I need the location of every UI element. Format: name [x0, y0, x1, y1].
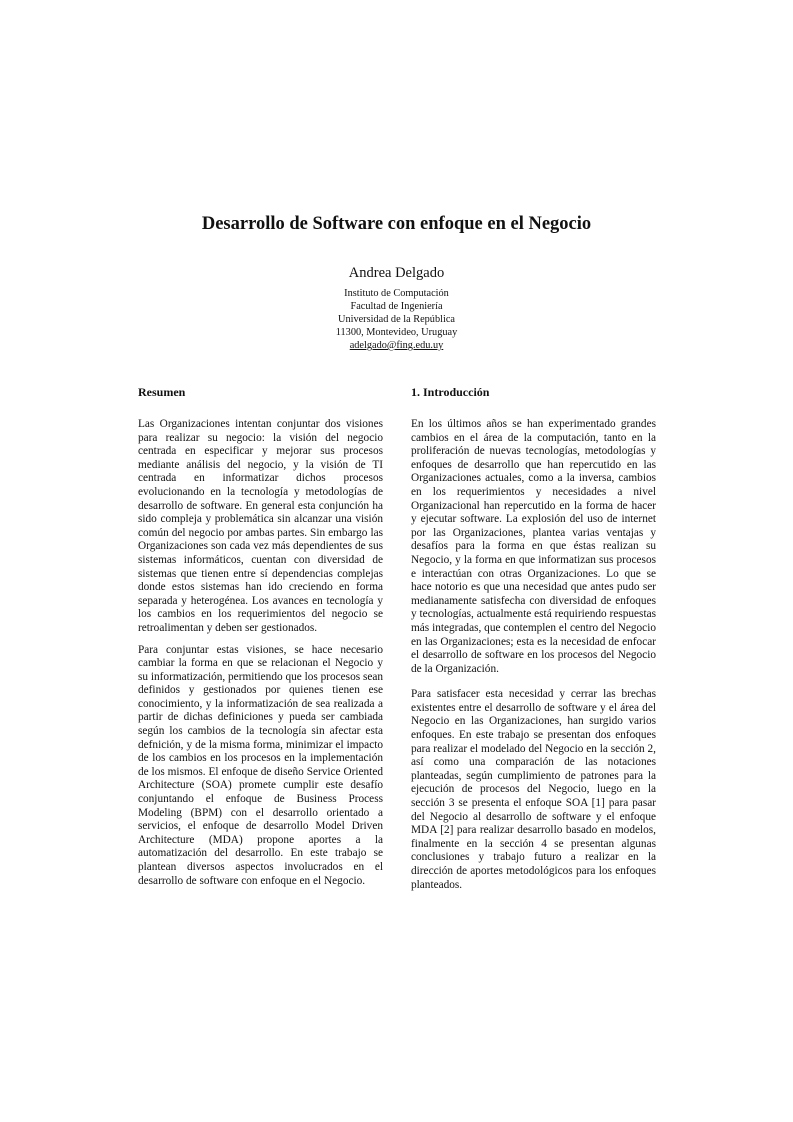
abstract-paragraph: Para conjuntar estas visiones, se hace necesario cambiar la forma en que se relacionan el Negocio y su informatización, permitiendo que los procesos sean definidos y gestionados por quienes tienen ese conocimiento, y la informatización de sea realizada a partir de dichas definiciones y pueda ser cambiada según los cambios de la tecnología sin afectar esta defnición, y de la misma forma, minimizar el impacto de los cambios en los procesos en la implementación de los mismos. El enfoque de diseño Service Oriented Architecture (SOA) promete cumplir este desafío conjuntando el enfoque de Business Process Modeling (BPM) con el desarrollo orientado a servicios, el enfoque de desarrollo Model Driven Architecture (MDA) propone aportes a la automatización del desarrollo. En este trabajo se plantean diversos aspectos involucrados en el desarrollo de software con enfoque en el Negocio.: [138, 643, 384, 887]
introduction-paragraph: En los últimos años se han experimentado grandes cambios en el área de la computación, tanto en la proliferación de nuevas tecnologías, metodologías y enfoques de desarrollo que han repercutido en las Organizaciones actuales, como a la inversa, cambios en los requerimientos y necesidades a nivel Organizacional han repercutido en la forma de hacer y ejecutar software. La explosión del uso de internet por las Organizaciones, plantea varias ventajas y desafíos para la forma en que éstas realizan su Negocio, y la forma en que informatizan sus procesos e interactúan con otras Organizaciones. Lo que se hace notorio es que una necesidad que antes pudo ser medianamente satisfecha con diversidad de enfoques y tecnologías, actualmente está requiriendo respuestas más integradas, que contemplen el centro del Negocio en las Organizaciones; esta es la necesidad de enfocar el desarrollo de software en los procesos del Negocio de la Organización.: [411, 418, 656, 675]
abstract-paragraph: Las Organizaciones intentan conjuntar dos visiones para realizar su negocio: la visión del negocio centrada en especificar y mejorar sus procesos mediante análisis del negocio, y la visión de TI centrada en informatizar dichos procesos evolucionando en la tecnología y metodologías de desarrollo de software. En general esta conjunción ha sido compleja y problemática sin alcanzar una visión común del negocio por ambas partes. Sin embargo las Organizaciones son cada vez más dependientes de sus sistemas informáticos, cuentan con diversidad de sistemas que tienen entre sí dependencias complejas donde estos sistemas han ido creciendo en forma separada y heterogénea. Los avances en tecnología y los cambios en los requerimientos del negocio se retroalimentan y deben ser gestionados.: [138, 418, 383, 634]
author-affiliation: [0, 287, 793, 352]
author-email-link[interactable]: adelgado@fing.edu.uy: [349, 340, 444, 351]
introduction-heading: 1. Introducción: [411, 385, 490, 399]
author-name: Andrea Delgado: [348, 265, 445, 281]
abstract-column: [138, 384, 383, 896]
affiliation-line: Instituto de Computación: [344, 288, 449, 299]
affiliation-line: Facultad de Ingeniería: [350, 301, 443, 312]
introduction-paragraph: Para satisfacer esta necesidad y cerrar las brechas existentes entre el desarrollo de software y el área del Negocio en las Organizaciones, han surgido varios enfoques. En este trabajo se presentan dos enfoques para realizar el modelado del Negocio en la sección 2, así como una comparación de las notaciones planteadas, según cumplimiento de patrones para la ejecución de procesos del Negocio, luego en la sección 3 se presenta el enfoque SOA [1] para pasar del Negocio al desarrollo de software y el enfoque MDA [2] para realizar desarrollo basado en modelos, finalmente en la sección 4 se presentan algunas conclusiones y trabajo futuro a realizar en la dirección de aportes metodológicos para los enfoques planteados.: [411, 688, 656, 891]
paper-title: Desarrollo de Software con enfoque en el Negocio: [201, 214, 592, 234]
abstract-heading: Resumen: [138, 385, 186, 399]
introduction-column: [411, 384, 656, 900]
affiliation-line: 11300, Montevideo, Uruguay: [335, 327, 458, 338]
affiliation-line: Universidad de la República: [338, 314, 455, 325]
